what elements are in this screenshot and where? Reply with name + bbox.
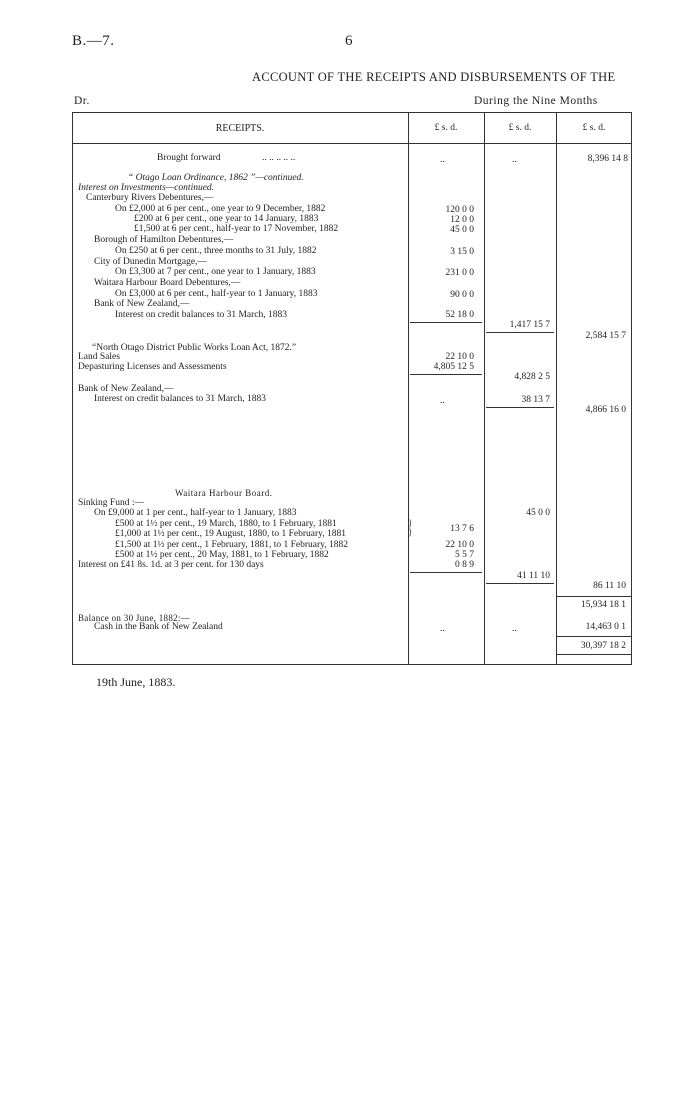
amount: 13 7 6 bbox=[450, 524, 474, 534]
amount: 231 0 0 bbox=[445, 268, 474, 278]
page-number: 6 bbox=[345, 33, 353, 49]
sum-rule bbox=[556, 636, 632, 637]
amount: 3 15 0 bbox=[450, 247, 474, 257]
amount: 45 0 0 bbox=[450, 225, 474, 235]
period-label: During the Nine Months bbox=[474, 95, 598, 107]
dot-leader: .. bbox=[512, 155, 517, 165]
sum-rule bbox=[486, 583, 554, 584]
subtotal: 4,828 2 5 bbox=[514, 372, 550, 382]
dot-leader: .. bbox=[440, 624, 445, 634]
sum-rule bbox=[486, 332, 554, 333]
sum-rule bbox=[410, 322, 482, 323]
amount: 14,463 0 1 bbox=[585, 622, 626, 632]
subtotal: 86 11 10 bbox=[593, 581, 626, 591]
row-label: £1,500 at 1½ per cent., 1 February, 1881, to 1 February, 1882 bbox=[115, 540, 349, 550]
row-label: City of Dunedin Mortgage,— bbox=[94, 257, 207, 267]
amount: 52 18 0 bbox=[445, 310, 474, 320]
row-label: Sinking Fund :— bbox=[78, 498, 144, 508]
row-label: Bank of New Zealand,— bbox=[94, 299, 190, 309]
row-label: On £3,000 at 6 per cent., half-year to 1 January, 1883 bbox=[115, 289, 318, 299]
amount: 8,396 14 8 bbox=[587, 154, 628, 164]
row-label: Interest on credit balances to 31 March, 1883 bbox=[115, 310, 287, 320]
section-heading: Interest on Investments—continued. bbox=[78, 183, 215, 193]
brace-mark: } } bbox=[408, 518, 413, 537]
header-divider bbox=[72, 143, 632, 144]
section-heading: “ Otago Loan Ordinance, 1862 ”—continued. bbox=[128, 173, 304, 183]
section-heading: “North Otago District Public Works Loan Act, 1872.” bbox=[92, 343, 297, 353]
column-divider bbox=[556, 112, 557, 665]
dot-leader: .. .. .. .. .. bbox=[262, 153, 296, 163]
sum-rule bbox=[556, 596, 632, 597]
subtotal: 1,417 15 7 bbox=[509, 320, 550, 330]
amount: 120 0 0 bbox=[445, 205, 474, 215]
account-title: ACCOUNT OF THE RECEIPTS AND DISBURSEMENTS OF THE bbox=[252, 70, 616, 84]
column-header: £ s. d. bbox=[582, 123, 606, 133]
dot-leader: .. bbox=[440, 155, 445, 165]
document-code: B.—7. bbox=[72, 33, 115, 49]
amount: 5 5 7 bbox=[455, 550, 474, 560]
amount: 4,805 12 5 bbox=[433, 362, 474, 372]
subtotal: 4,866 16 0 bbox=[585, 405, 626, 415]
row-label: Land Sales bbox=[78, 352, 120, 362]
amount: 45 0 0 bbox=[526, 508, 550, 518]
row-label: On £3,300 at 7 per cent., one year to 1 January, 1883 bbox=[115, 267, 316, 277]
dot-leader: .. bbox=[440, 396, 445, 406]
row-label: On £9,000 at 1 per cent., half-year to 1 January, 1883 bbox=[94, 508, 297, 518]
row-label: On £2,000 at 6 per cent., one year to 9 December, 1882 bbox=[115, 204, 326, 214]
amount: 12 0 0 bbox=[450, 215, 474, 225]
amount: 0 8 9 bbox=[455, 560, 474, 570]
row-label: Interest on credit balances to 31 March, 1883 bbox=[94, 394, 266, 404]
row-label: Canterbury Rivers Debentures,— bbox=[86, 193, 214, 203]
subtotal: 2,584 15 7 bbox=[585, 331, 626, 341]
sum-rule bbox=[556, 654, 632, 655]
sum-rule bbox=[410, 572, 482, 573]
column-divider bbox=[408, 112, 409, 665]
amount: 22 10 0 bbox=[445, 540, 474, 550]
column-header: £ s. d. bbox=[434, 123, 458, 133]
receipts-header: RECEIPTS. bbox=[215, 123, 265, 134]
row-label: Borough of Hamilton Debentures,— bbox=[94, 235, 234, 245]
row-label: £500 at 1½ per cent., 19 March, 1880, to 1 February, 1881 bbox=[115, 519, 337, 529]
row-label: Brought forward bbox=[157, 153, 221, 163]
amount: 22 10 0 bbox=[445, 352, 474, 362]
amount: 38 13 7 bbox=[521, 395, 550, 405]
row-label: £1,000 at 1½ per cent., 19 August, 1880, to 1 February, 1881 bbox=[115, 529, 347, 539]
debit-label: Dr. bbox=[74, 95, 90, 107]
sum-rule bbox=[410, 374, 482, 375]
row-label: Waitara Harbour Board Debentures,— bbox=[94, 278, 241, 288]
row-label: Interest on £41 8s. 1d. at 3 per cent. for 130 days bbox=[78, 560, 264, 570]
section-heading: Balance on 30 June, 1882:— bbox=[78, 613, 191, 623]
row-label: Cash in the Bank of New Zealand bbox=[94, 622, 223, 632]
subtotal: 41 11 10 bbox=[517, 571, 550, 581]
total: 15,934 18 1 bbox=[580, 600, 626, 610]
row-label: £1,500 at 6 per cent., half-year to 17 November, 1882 bbox=[134, 224, 339, 234]
section-heading: Waitara Harbour Board. bbox=[175, 488, 273, 498]
grand-total: 30,397 18 2 bbox=[580, 641, 626, 651]
row-label: Bank of New Zealand,— bbox=[78, 384, 174, 394]
column-divider bbox=[484, 112, 485, 665]
dot-leader: .. bbox=[512, 624, 517, 634]
row-label: £500 at 1½ per cent., 20 May, 1881, to 1 February, 1882 bbox=[115, 550, 329, 560]
row-label: £200 at 6 per cent., one year to 14 January, 1883 bbox=[134, 214, 319, 224]
column-header: £ s. d. bbox=[508, 123, 532, 133]
row-label: Depasturing Licenses and Assessments bbox=[78, 362, 227, 372]
sum-rule bbox=[486, 407, 554, 408]
amount: 90 0 0 bbox=[450, 290, 474, 300]
row-label: On £250 at 6 per cent., three months to 31 July, 1882 bbox=[115, 246, 317, 256]
footer-date: 19th June, 1883. bbox=[96, 675, 176, 689]
